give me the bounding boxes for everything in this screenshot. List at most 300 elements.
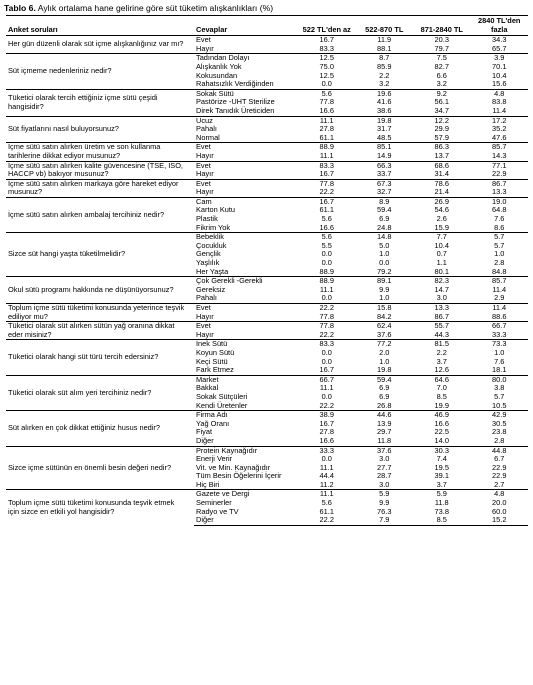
answer-cell: Diğer (194, 516, 298, 525)
value-cell: 13.9 (377, 418, 392, 428)
value-cell: 8.7 (356, 54, 414, 63)
table-row (6, 161, 528, 170)
value-cell: 12.2 (413, 116, 471, 125)
answer-cell: Çocukluk (196, 240, 227, 250)
value-cell: 27.7 (377, 462, 392, 472)
value-cell: 0.0 (298, 294, 356, 303)
value-cell: 85.1 (356, 143, 414, 152)
value-cell: 16.7 (298, 36, 356, 45)
value-cell: 22.5 (434, 427, 449, 437)
value-cell: 73.8 (434, 506, 449, 516)
value-cell: 68.6 (413, 161, 471, 170)
value-cell: 24.8 (356, 224, 414, 233)
value-cell: 59.4 (377, 205, 392, 215)
value-cell: 14.8 (356, 233, 414, 242)
question-cell: Toplum içme sütü tüketimi konusunda teşvik etmek için sizce en etkili yol hangisidir? (6, 490, 194, 525)
value-cell: 66.7 (298, 375, 356, 384)
answer-cell: Direk Tanıdık Üreticiden (194, 107, 298, 116)
value-cell: 3.9 (471, 54, 529, 63)
value-cell: 73.3 (471, 340, 529, 349)
value-cell: 88.6 (471, 313, 529, 322)
value-cell: 2.9 (471, 294, 529, 303)
value-cell: 2.7 (471, 481, 529, 490)
value-cell: 16.7 (319, 418, 334, 428)
value-cell: 11.1 (298, 152, 356, 161)
value-cell: 62.4 (356, 322, 414, 331)
value-cell: 84.8 (471, 268, 529, 277)
answer-cell: Hayır (194, 331, 298, 340)
value-cell: 88.9 (298, 277, 356, 286)
value-cell: 1.0 (379, 356, 390, 366)
answer-cell: Plastik (196, 214, 218, 224)
value-cell: 83.3 (298, 340, 356, 349)
answer-cell: Her Yaşta (194, 268, 298, 277)
value-cell: 15.9 (413, 224, 471, 233)
answer-cell: Sokak Sütü (194, 89, 298, 98)
answer-cell: Hayır (194, 45, 298, 54)
value-cell: 9.9 (379, 498, 390, 508)
question-cell: Tüketici olarak süt alım yeri tercihiniz nedir? (6, 375, 194, 410)
value-cell: 8.5 (436, 391, 447, 401)
value-cell: 14.7 (434, 284, 449, 294)
question-cell: İçme sütü satın alırken ambalaj tercihiniz nedir? (6, 197, 194, 232)
value-cell: 15.6 (471, 80, 529, 89)
value-cell: 1.1 (436, 258, 447, 268)
header-income-2: 522-870 TL (356, 16, 414, 36)
value-cell: 4.8 (471, 490, 529, 499)
value-cell: 66.7 (471, 322, 529, 331)
value-cell: 44.8 (471, 446, 529, 455)
value-cell: 60.0 (492, 506, 507, 516)
value-cell: 0.0 (321, 454, 332, 464)
value-cell: 37.6 (356, 331, 414, 340)
table-row (6, 490, 528, 499)
value-cell: 12.6 (413, 366, 471, 375)
value-cell: 48.5 (356, 134, 414, 143)
value-cell: 8.9 (356, 197, 414, 206)
table-body (6, 36, 528, 526)
value-cell: 11.1 (319, 462, 334, 472)
value-cell: 76.3 (377, 506, 392, 516)
value-cell: 46.9 (413, 411, 471, 420)
question-cell: Tüketici olarak hangi süt türü tercih edersiniz? (6, 340, 194, 375)
question-cell: Toplum içme sütü tüketimi konusunda yeterince teşvik ediliyor mu? (6, 304, 194, 322)
value-cell: 7.6 (494, 214, 505, 224)
value-cell: 10.5 (471, 402, 529, 411)
value-cell: 13.3 (471, 188, 529, 197)
value-cell: 44.6 (356, 411, 414, 420)
value-cell: 16.7 (298, 170, 356, 179)
value-cell: 83.8 (492, 97, 507, 107)
answer-cell: Cam (194, 197, 298, 206)
value-cell: 1.0 (494, 347, 505, 357)
value-cell: 80.0 (471, 375, 529, 384)
value-cell: 85.9 (377, 61, 392, 71)
value-cell: 77.8 (319, 97, 334, 107)
value-cell: 11.1 (319, 383, 334, 393)
value-cell: 86.3 (413, 143, 471, 152)
value-cell: 15.2 (471, 516, 529, 525)
value-cell: 3.8 (494, 383, 505, 393)
value-cell: 27.8 (319, 124, 334, 134)
header-income-3: 871-2840 TL (413, 16, 471, 36)
value-cell: 86.7 (413, 313, 471, 322)
table-row (6, 304, 528, 313)
value-cell: 23.8 (492, 427, 507, 437)
answer-cell: Enerji Verir (196, 454, 233, 464)
value-cell: 38.6 (356, 107, 414, 116)
question-cell: Sizce süt hangi yaşta tüketilmelidir? (6, 233, 194, 277)
table-row (6, 36, 528, 45)
value-cell: 78.6 (413, 179, 471, 188)
value-cell: 79.7 (413, 45, 471, 54)
value-cell: 47.6 (471, 134, 529, 143)
answer-cell: Pahalı (196, 124, 217, 134)
value-cell: 85.7 (471, 143, 529, 152)
value-cell: 5.6 (298, 89, 356, 98)
value-cell: 61.1 (319, 506, 334, 516)
value-cell: 19.6 (356, 89, 414, 98)
value-cell: 77.8 (298, 179, 356, 188)
value-cell: 77.2 (356, 340, 414, 349)
value-cell: 2.6 (436, 214, 447, 224)
value-cell: 55.7 (413, 322, 471, 331)
value-cell: 12.5 (298, 54, 356, 63)
value-cell: 29.7 (377, 427, 392, 437)
value-cell: 3.7 (436, 356, 447, 366)
answer-cell: Bakkal (196, 383, 219, 393)
answer-cell: Evet (194, 143, 298, 152)
value-cell: 2.0 (379, 347, 390, 357)
table-row (6, 143, 528, 152)
value-cell: 64.6 (413, 375, 471, 384)
value-cell: 38.9 (298, 411, 356, 420)
value-cell: 16.7 (298, 197, 356, 206)
value-cell: 81.5 (413, 340, 471, 349)
value-cell: 26.8 (356, 402, 414, 411)
value-cell: 35.2 (492, 124, 507, 134)
value-cell: 13.7 (413, 152, 471, 161)
answer-cell: Bebeklik (194, 233, 298, 242)
value-cell: 13.3 (413, 304, 471, 313)
value-cell: 28.7 (377, 471, 392, 481)
value-cell: 16.7 (298, 366, 356, 375)
answer-cell: Hayır (194, 170, 298, 179)
answer-cell: Tüm Besin Öğelerini İçerir (196, 471, 282, 481)
value-cell: 11.4 (492, 284, 507, 294)
value-cell: 9.9 (379, 284, 390, 294)
value-cell: 11.1 (319, 284, 334, 294)
value-cell: 11.9 (356, 36, 414, 45)
value-cell: 77.8 (298, 322, 356, 331)
value-cell: 5.7 (494, 240, 505, 250)
survey-table (6, 15, 528, 526)
value-cell: 82.7 (434, 61, 449, 71)
answer-cell: Evet (194, 161, 298, 170)
answer-cell: Evet (194, 179, 298, 188)
answer-cell: Vit. ve Min. Kaynağıdır (196, 462, 271, 472)
answer-cell: Yaşlılık (196, 258, 220, 268)
header-question: Anket soruları (6, 16, 194, 36)
value-cell: 83.3 (298, 45, 356, 54)
value-cell: 77.1 (471, 161, 529, 170)
value-cell: 41.6 (377, 97, 392, 107)
value-cell: 11.2 (298, 481, 356, 490)
answer-cell: Pahalı (194, 294, 298, 303)
answer-cell: Normal (194, 134, 298, 143)
value-cell: 11.4 (471, 304, 529, 313)
value-cell: 8.6 (471, 224, 529, 233)
table-row (6, 322, 528, 331)
value-cell: 22.2 (298, 188, 356, 197)
value-cell: 22.9 (492, 462, 507, 472)
value-cell: 5.0 (379, 240, 390, 250)
question-cell: İçme sütü satın alırken markaya göre hareket ediyor musunuz? (6, 179, 194, 197)
answer-cell: Alışkanlık Yok (196, 61, 242, 71)
value-cell: 0.0 (321, 249, 332, 259)
value-cell: 16.6 (298, 437, 356, 446)
value-cell: 30.5 (492, 418, 507, 428)
value-cell: 11.1 (298, 116, 356, 125)
value-cell: 79.2 (356, 268, 414, 277)
value-cell: 5.6 (321, 214, 332, 224)
question-cell: İçme sütü satın alırken üretim ve son kullanma tarihlerine dikkat ediyor musunuz? (6, 143, 194, 161)
value-cell: 89.1 (356, 277, 414, 286)
value-cell: 14.3 (471, 152, 529, 161)
value-cell: 20.3 (413, 36, 471, 45)
value-cell: 5.9 (413, 490, 471, 499)
answer-cell: Kokusundan (196, 70, 238, 80)
value-cell: 19.0 (471, 197, 529, 206)
value-cell: 54.6 (434, 205, 449, 215)
value-cell: 3.0 (356, 481, 414, 490)
value-cell: 32.7 (356, 188, 414, 197)
value-cell: 42.9 (471, 411, 529, 420)
value-cell: 7.5 (413, 54, 471, 63)
answer-cell: Rahatsızlık Verdiğinden (194, 80, 298, 89)
value-cell: 16.6 (298, 224, 356, 233)
value-cell: 10.4 (434, 240, 449, 250)
answer-cell: İnek Sütü (194, 340, 298, 349)
value-cell: 37.6 (356, 446, 414, 455)
value-cell: 16.6 (434, 418, 449, 428)
answer-cell: Hiç Biri (194, 481, 298, 490)
value-cell: 19.9 (413, 402, 471, 411)
value-cell: 3.2 (413, 80, 471, 89)
value-cell: 3.0 (379, 454, 390, 464)
value-cell: 77.8 (298, 313, 356, 322)
table-row (6, 54, 528, 63)
value-cell: 5.6 (321, 498, 332, 508)
value-cell: 44.3 (413, 331, 471, 340)
value-cell: 67.3 (356, 179, 414, 188)
answer-cell: Evet (194, 322, 298, 331)
value-cell: 5.7 (494, 391, 505, 401)
value-cell: 0.0 (379, 258, 390, 268)
table-caption (4, 3, 273, 13)
value-cell: 3.7 (413, 481, 471, 490)
value-cell: 22.2 (298, 402, 356, 411)
table-row (6, 233, 528, 242)
question-cell: Tüketici olarak tercih ettiğiniz içme sütü çeşidi hangisidir? (6, 89, 194, 116)
value-cell: 86.7 (471, 179, 529, 188)
answer-cell: Protein Kaynağıdır (194, 446, 298, 455)
value-cell: 7.0 (436, 383, 447, 393)
table-row (6, 197, 528, 206)
value-cell: 33.7 (356, 170, 414, 179)
value-cell: 34.7 (413, 107, 471, 116)
value-cell: 80.1 (413, 268, 471, 277)
value-cell: 88.1 (356, 45, 414, 54)
value-cell: 1.0 (379, 249, 390, 259)
value-cell: 22.2 (298, 304, 356, 313)
answer-cell: Radyo ve TV (196, 506, 239, 516)
answer-cell: Karton Kutu (196, 205, 236, 215)
value-cell: 65.7 (471, 45, 529, 54)
table-row (6, 375, 528, 384)
value-cell: 34.3 (471, 36, 529, 45)
value-cell: 8.5 (413, 516, 471, 525)
value-cell: 0.0 (321, 258, 332, 268)
answer-cell: Gazete ve Dergi (194, 490, 298, 499)
value-cell: 61.1 (319, 205, 334, 215)
answer-cell: Evet (194, 36, 298, 45)
value-cell: 3.2 (356, 80, 414, 89)
answer-cell: Keçi Sütü (196, 356, 228, 366)
value-cell: 61.1 (298, 134, 356, 143)
value-cell: 2.2 (436, 347, 447, 357)
value-cell: 31.4 (413, 170, 471, 179)
value-cell: 57.9 (413, 134, 471, 143)
value-cell: 2.2 (379, 70, 390, 80)
value-cell: 11.8 (356, 437, 414, 446)
answer-cell: Fark Etmez (194, 366, 298, 375)
value-cell: 5.6 (298, 233, 356, 242)
answer-cell: Evet (194, 304, 298, 313)
header-row (6, 16, 528, 36)
value-cell: 1.0 (356, 294, 414, 303)
value-cell: 39.1 (434, 471, 449, 481)
value-cell: 11.8 (434, 498, 449, 508)
answer-cell: Fiyat (196, 427, 213, 437)
table-row (6, 340, 528, 349)
value-cell: 2.8 (494, 258, 505, 268)
value-cell: 1.0 (494, 249, 505, 259)
value-cell: 83.3 (298, 161, 356, 170)
value-cell: 11.1 (298, 490, 356, 499)
answer-cell: Hayır (194, 313, 298, 322)
value-cell: 44.4 (319, 471, 334, 481)
answer-cell: Yağ Oranı (196, 418, 230, 428)
value-cell: 2.8 (471, 437, 529, 446)
value-cell: 31.7 (377, 124, 392, 134)
value-cell: 6.6 (436, 70, 447, 80)
value-cell: 70.1 (492, 61, 507, 71)
value-cell: 5.5 (321, 240, 332, 250)
value-cell: 56.1 (434, 97, 449, 107)
value-cell: 6.7 (494, 454, 505, 464)
value-cell: 88.9 (298, 143, 356, 152)
value-cell: 22.9 (471, 170, 529, 179)
header-answer: Cevaplar (194, 16, 298, 36)
table-row (6, 277, 528, 286)
value-cell: 0.0 (321, 356, 332, 366)
answer-cell: Diğer (194, 437, 298, 446)
value-cell: 7.9 (356, 516, 414, 525)
value-cell: 0.7 (436, 249, 447, 259)
question-cell: Sizce içme sütünün en önemli besin değeri nedir? (6, 446, 194, 490)
value-cell: 0.0 (321, 347, 332, 357)
value-cell: 5.7 (471, 233, 529, 242)
value-cell: 5.9 (356, 490, 414, 499)
answer-cell: Kendi Üretenler (194, 402, 298, 411)
value-cell: 14.0 (413, 437, 471, 446)
answer-cell: Pastörize -UHT Sterilize (196, 97, 275, 107)
value-cell: 64.8 (492, 205, 507, 215)
question-cell: Süt fiyatlarını nasıl buluyorsunuz? (6, 116, 194, 143)
value-cell: 29.9 (434, 124, 449, 134)
answer-cell: Sokak Sütçüleri (196, 391, 248, 401)
value-cell: 7.4 (436, 454, 447, 464)
value-cell: 17.2 (471, 116, 529, 125)
answer-cell: Tadından Dolayı (194, 54, 298, 63)
value-cell: 82.3 (413, 277, 471, 286)
answer-cell: Market (194, 375, 298, 384)
value-cell: 3.0 (413, 294, 471, 303)
value-cell: 4.8 (471, 89, 529, 98)
table-row (6, 116, 528, 125)
table-row (6, 446, 528, 455)
header-income-4: 2840 TL'den fazla (471, 16, 529, 36)
value-cell: 33.3 (471, 331, 529, 340)
header-income-1: 522 TL'den az (298, 16, 356, 36)
value-cell: 22.2 (298, 516, 356, 525)
value-cell: 0.0 (298, 80, 356, 89)
value-cell: 6.9 (379, 391, 390, 401)
value-cell: 75.0 (319, 61, 334, 71)
answer-cell: Firma Adı (194, 411, 298, 420)
question-cell: Süt alırken en çok dikkat ettiğiniz husus nedir? (6, 411, 194, 446)
value-cell: 30.3 (413, 446, 471, 455)
value-cell: 11.4 (471, 107, 529, 116)
value-cell: 9.2 (413, 89, 471, 98)
value-cell: 10.4 (492, 70, 507, 80)
value-cell: 7.6 (494, 356, 505, 366)
table-row (6, 411, 528, 420)
answer-cell: Çok Gerekli -Gerekli (194, 277, 298, 286)
value-cell: 33.3 (298, 446, 356, 455)
answer-cell: Seminerler (196, 498, 232, 508)
value-cell: 15.8 (356, 304, 414, 313)
caption-label: Tablo 6. (4, 3, 36, 13)
value-cell: 27.8 (319, 427, 334, 437)
value-cell: 21.4 (413, 188, 471, 197)
value-cell: 6.9 (379, 214, 390, 224)
value-cell: 0.0 (321, 391, 332, 401)
answer-cell: Hayır (194, 188, 298, 197)
question-cell: Okul sütü programı hakkında ne düşünüyorsunuz? (6, 277, 194, 304)
value-cell: 7.7 (413, 233, 471, 242)
value-cell: 19.5 (434, 462, 449, 472)
value-cell: 66.3 (356, 161, 414, 170)
value-cell: 22.2 (298, 331, 356, 340)
value-cell: 84.2 (356, 313, 414, 322)
value-cell: 20.0 (492, 498, 507, 508)
value-cell: 88.9 (298, 268, 356, 277)
answer-cell: Gereksiz (196, 284, 226, 294)
answer-cell: Ucuz (194, 116, 298, 125)
question-cell: Süt içmeme nedenleriniz nedir? (6, 54, 194, 89)
